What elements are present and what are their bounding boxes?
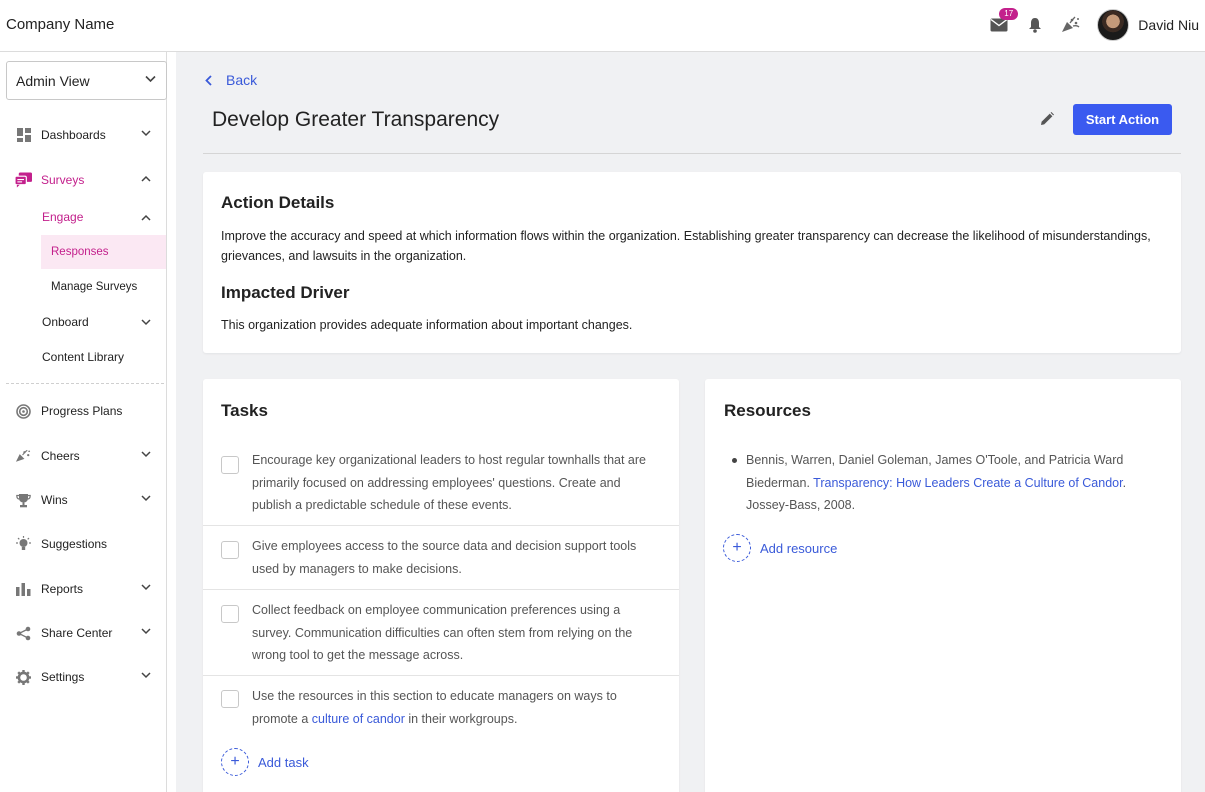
task-checkbox[interactable] (221, 456, 239, 474)
plus-icon: + (221, 748, 249, 776)
top-bar-actions (987, 8, 1199, 42)
sidebar-item-label: Settings (41, 670, 85, 684)
mail-count-badge: 17 (999, 8, 1018, 20)
sidebar-divider (6, 383, 164, 384)
resource-text: Bennis, Warren, Daniel Goleman, James O'Toole, and Patricia Ward Biederman. (746, 453, 1124, 490)
task-checkbox[interactable] (221, 690, 239, 708)
sidebar-item-manage-surveys[interactable] (51, 276, 137, 298)
chevron-down-icon (141, 130, 151, 137)
resources-card (705, 379, 1181, 792)
task-checkbox[interactable] (221, 605, 239, 623)
impacted-driver-heading: Impacted Driver (221, 283, 350, 302)
chevron-left-icon (205, 75, 212, 86)
main-content (176, 52, 1205, 792)
impacted-driver-text: This organization provides adequate information about important changes. (221, 318, 633, 332)
title-divider (203, 153, 1181, 154)
mail-icon (990, 18, 1008, 32)
sidebar-item-label: Reports (41, 582, 84, 596)
share-icon (15, 625, 32, 641)
party-popper-icon (1061, 16, 1081, 34)
sidebar-item-progress-plans[interactable] (0, 396, 166, 426)
sidebar-item-settings[interactable] (0, 662, 166, 692)
surveys-icon (15, 172, 32, 188)
avatar[interactable] (1097, 9, 1129, 41)
sidebar-item-share-center[interactable] (0, 618, 166, 648)
sidebar-item-label: Onboard (42, 315, 89, 329)
company-name[interactable]: Company Name (6, 16, 115, 33)
sidebar-item-label: Manage Surveys (51, 281, 138, 293)
action-details-text: Improve the accuracy and speed at which information flows within the organization. Establishing greater transparency can decrease the likelihood of misunderstandings, grievances, and lawsuits in the organization. (221, 229, 1151, 263)
sidebar-item-label: Content Library (42, 350, 125, 364)
chevron-down-icon (141, 495, 151, 502)
target-icon (15, 403, 32, 419)
chevron-down-icon (141, 451, 151, 458)
sidebar-item-cheers[interactable] (0, 441, 166, 471)
view-select[interactable] (6, 61, 167, 100)
task-checkbox[interactable] (221, 541, 239, 559)
back-label: Back (226, 72, 258, 88)
sidebar-item-label: Engage (42, 210, 84, 224)
sidebar-item-engage[interactable] (42, 206, 166, 228)
sidebar-item-responses[interactable] (41, 235, 166, 269)
edit-button[interactable] (1040, 112, 1054, 131)
user-name[interactable]: David Niu (1138, 17, 1199, 33)
chevron-down-icon (141, 319, 151, 326)
chevron-down-icon (141, 628, 151, 635)
resource-text: . Jossey-Bass, 2008. (746, 475, 1127, 512)
sidebar-item-label: Dashboards (41, 128, 106, 142)
mail-button[interactable] (987, 9, 1014, 37)
top-bar (0, 0, 1205, 52)
tasks-card (203, 379, 679, 792)
task-item (203, 448, 679, 526)
pencil-icon (1040, 112, 1054, 126)
sidebar (0, 52, 167, 792)
add-resource-label: Add resource (760, 540, 838, 556)
task-item (203, 676, 679, 742)
gear-icon (15, 669, 32, 685)
task-text: Collect feedback on employee communication preferences using a survey. Communication difficulties can often stem from relying on the wrong tool to get the message across. (252, 603, 633, 662)
sidebar-item-dashboards[interactable] (0, 120, 166, 150)
dashboard-icon (15, 127, 32, 143)
start-action-button[interactable]: Start Action (1073, 104, 1172, 135)
sidebar-item-label: Cheers (41, 449, 80, 463)
trophy-icon (15, 492, 32, 508)
action-details-heading: Action Details (221, 193, 335, 212)
task-item (203, 526, 679, 590)
add-task-button[interactable] (221, 748, 309, 776)
sidebar-item-reports[interactable] (0, 574, 166, 604)
sidebar-item-label: Surveys (41, 173, 85, 187)
page-title: Develop Greater Transparency (212, 108, 500, 131)
sidebar-item-content-library[interactable] (42, 346, 124, 368)
task-text: Give employees access to the source data and decision support tools used by managers to make decisions. (252, 539, 637, 576)
sidebar-item-onboard[interactable] (42, 311, 166, 333)
resources-heading: Resources (724, 401, 811, 420)
sidebar-item-label: Progress Plans (41, 404, 123, 418)
tasks-heading: Tasks (221, 401, 268, 420)
chevron-down-icon (141, 584, 151, 591)
resource-link[interactable]: Transparency: How Leaders Create a Culture of Candor (813, 475, 1123, 490)
back-link[interactable] (205, 72, 257, 88)
sidebar-item-label: Share Center (41, 626, 113, 640)
task-text-part: Use the resources in this section to educate managers on ways to promote a (252, 689, 617, 726)
chevron-down-icon (141, 672, 151, 679)
sidebar-item-suggestions[interactable] (0, 529, 166, 559)
chevron-down-icon (145, 75, 156, 83)
sidebar-item-wins[interactable] (0, 485, 166, 515)
task-text (252, 685, 652, 730)
bar-chart-icon (15, 581, 32, 597)
action-details-card (203, 172, 1181, 353)
cheers-button[interactable] (1061, 15, 1081, 35)
add-resource-button[interactable] (723, 534, 837, 562)
view-select-value: Admin View (16, 72, 90, 89)
task-text: Encourage key organizational leaders to host regular townhalls that are primarily focused on addressing employees' questions. Create and publish a predictable schedule of these events. (252, 453, 646, 512)
sidebar-item-label: Wins (41, 493, 68, 507)
sidebar-item-label: Responses (51, 246, 109, 258)
task-text-part: in their workgroups. (404, 711, 518, 726)
resources-list (729, 449, 1149, 517)
task-item (203, 590, 679, 676)
chevron-up-icon (141, 175, 151, 182)
bell-icon (1028, 17, 1042, 33)
sidebar-item-label: Suggestions (41, 537, 108, 551)
sidebar-item-surveys[interactable] (0, 165, 166, 195)
lightbulb-icon (15, 536, 32, 552)
notifications-button[interactable] (1025, 15, 1045, 35)
culture-of-candor-link[interactable]: culture of candor (311, 711, 405, 726)
chevron-up-icon (141, 214, 151, 221)
plus-icon: + (723, 534, 751, 562)
megaphone-icon (15, 448, 32, 464)
add-task-label: Add task (258, 754, 309, 770)
resource-item (729, 449, 1149, 517)
